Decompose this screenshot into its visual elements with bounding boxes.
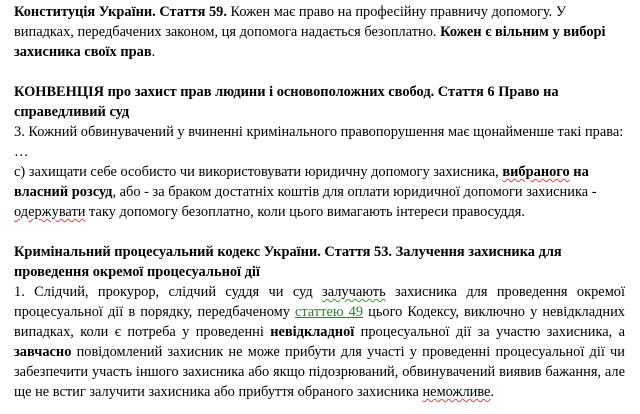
cpc-paragraph-1 xyxy=(14,282,625,402)
constitution-article-59 xyxy=(14,2,625,62)
cpc-p-mid-2: цього Кодексу, виключно у невідкладних випадках, коли є потреба у проведенні xyxy=(14,304,626,340)
convention-ellipsis: … xyxy=(14,144,29,160)
article-49-link[interactable]: статтею 49 xyxy=(295,304,364,320)
convention-item-c-underlined: одержувати xyxy=(14,204,86,220)
cpc-p-mid-4: повідомлений захисник не може прибути для участі у проведенні процесуальної дії чи забезпечити участь іншого захисника або якщо підозрюваний, обвинувачений виявив бажання, але ще не встиг залучити захисника або прибуття обраного захисника xyxy=(14,344,625,400)
convention-title-text: КОНВЕНЦІЯ про захист прав людини і основоположних свобод. Стаття 6 Право на справедливий суд xyxy=(14,84,559,120)
cpc-p-bold-1: невідкладної xyxy=(270,324,355,340)
convention-item-c-bold-underlined: вибраного xyxy=(502,164,570,180)
constitution-article-emphasis: Кожен є вільним у виборі захисника своїх прав xyxy=(14,24,606,60)
cpc-article-title xyxy=(14,242,625,282)
cpc-p-end: . xyxy=(490,384,495,400)
paragraph-gap xyxy=(14,62,625,82)
convention-item-c-end: таку допомогу безоплатно, коли цього вимагають інтереси правосуддя. xyxy=(85,204,525,220)
cpc-p-mid-3: процесуальної дії за участю захисника, а xyxy=(354,324,625,340)
convention-paragraph-3: 3. Кожний обвинувачений у вчиненні кримінального правопорушення має щонайменше такі права: xyxy=(14,124,624,140)
convention-item-c-bold: на власний розсуд xyxy=(14,164,589,200)
cpc-p-mid-1: захисника для проведення окремої процесуальної дії в порядку, передбаченому xyxy=(14,284,625,320)
convention-item-c-start: c) захищати себе особисто чи використовувати юридичну допомогу захисника, xyxy=(14,164,503,180)
convention-item-c xyxy=(14,162,625,222)
convention-item-c-mid: , або - за браком достатніх коштів для оплати юридичної допомоги захисника - xyxy=(112,184,597,200)
cpc-p-underlined-1: залучають xyxy=(322,284,386,300)
cpc-p-underlined-2: неможливе xyxy=(422,384,491,400)
convention-article-title xyxy=(14,82,625,122)
cpc-title-text: Кримінальний процесуальний кодекс України. Стаття 53. Залучення захисника для проведення окремої процесуальної дії xyxy=(14,244,562,280)
cpc-p-bold-2: завчасно xyxy=(14,344,72,360)
constitution-article-text: Кожен має право на професійну правничу допомогу. У випадках, передбачених законом, ця допомога надається безоплатно. xyxy=(14,4,567,40)
cpc-p-start: 1. Слідчий, прокурор, слідчий суддя чи суд xyxy=(14,284,323,300)
constitution-article-period: . xyxy=(151,44,156,60)
constitution-article-title: Конституція України. Стаття 59. xyxy=(14,4,227,20)
paragraph-gap xyxy=(14,222,625,242)
